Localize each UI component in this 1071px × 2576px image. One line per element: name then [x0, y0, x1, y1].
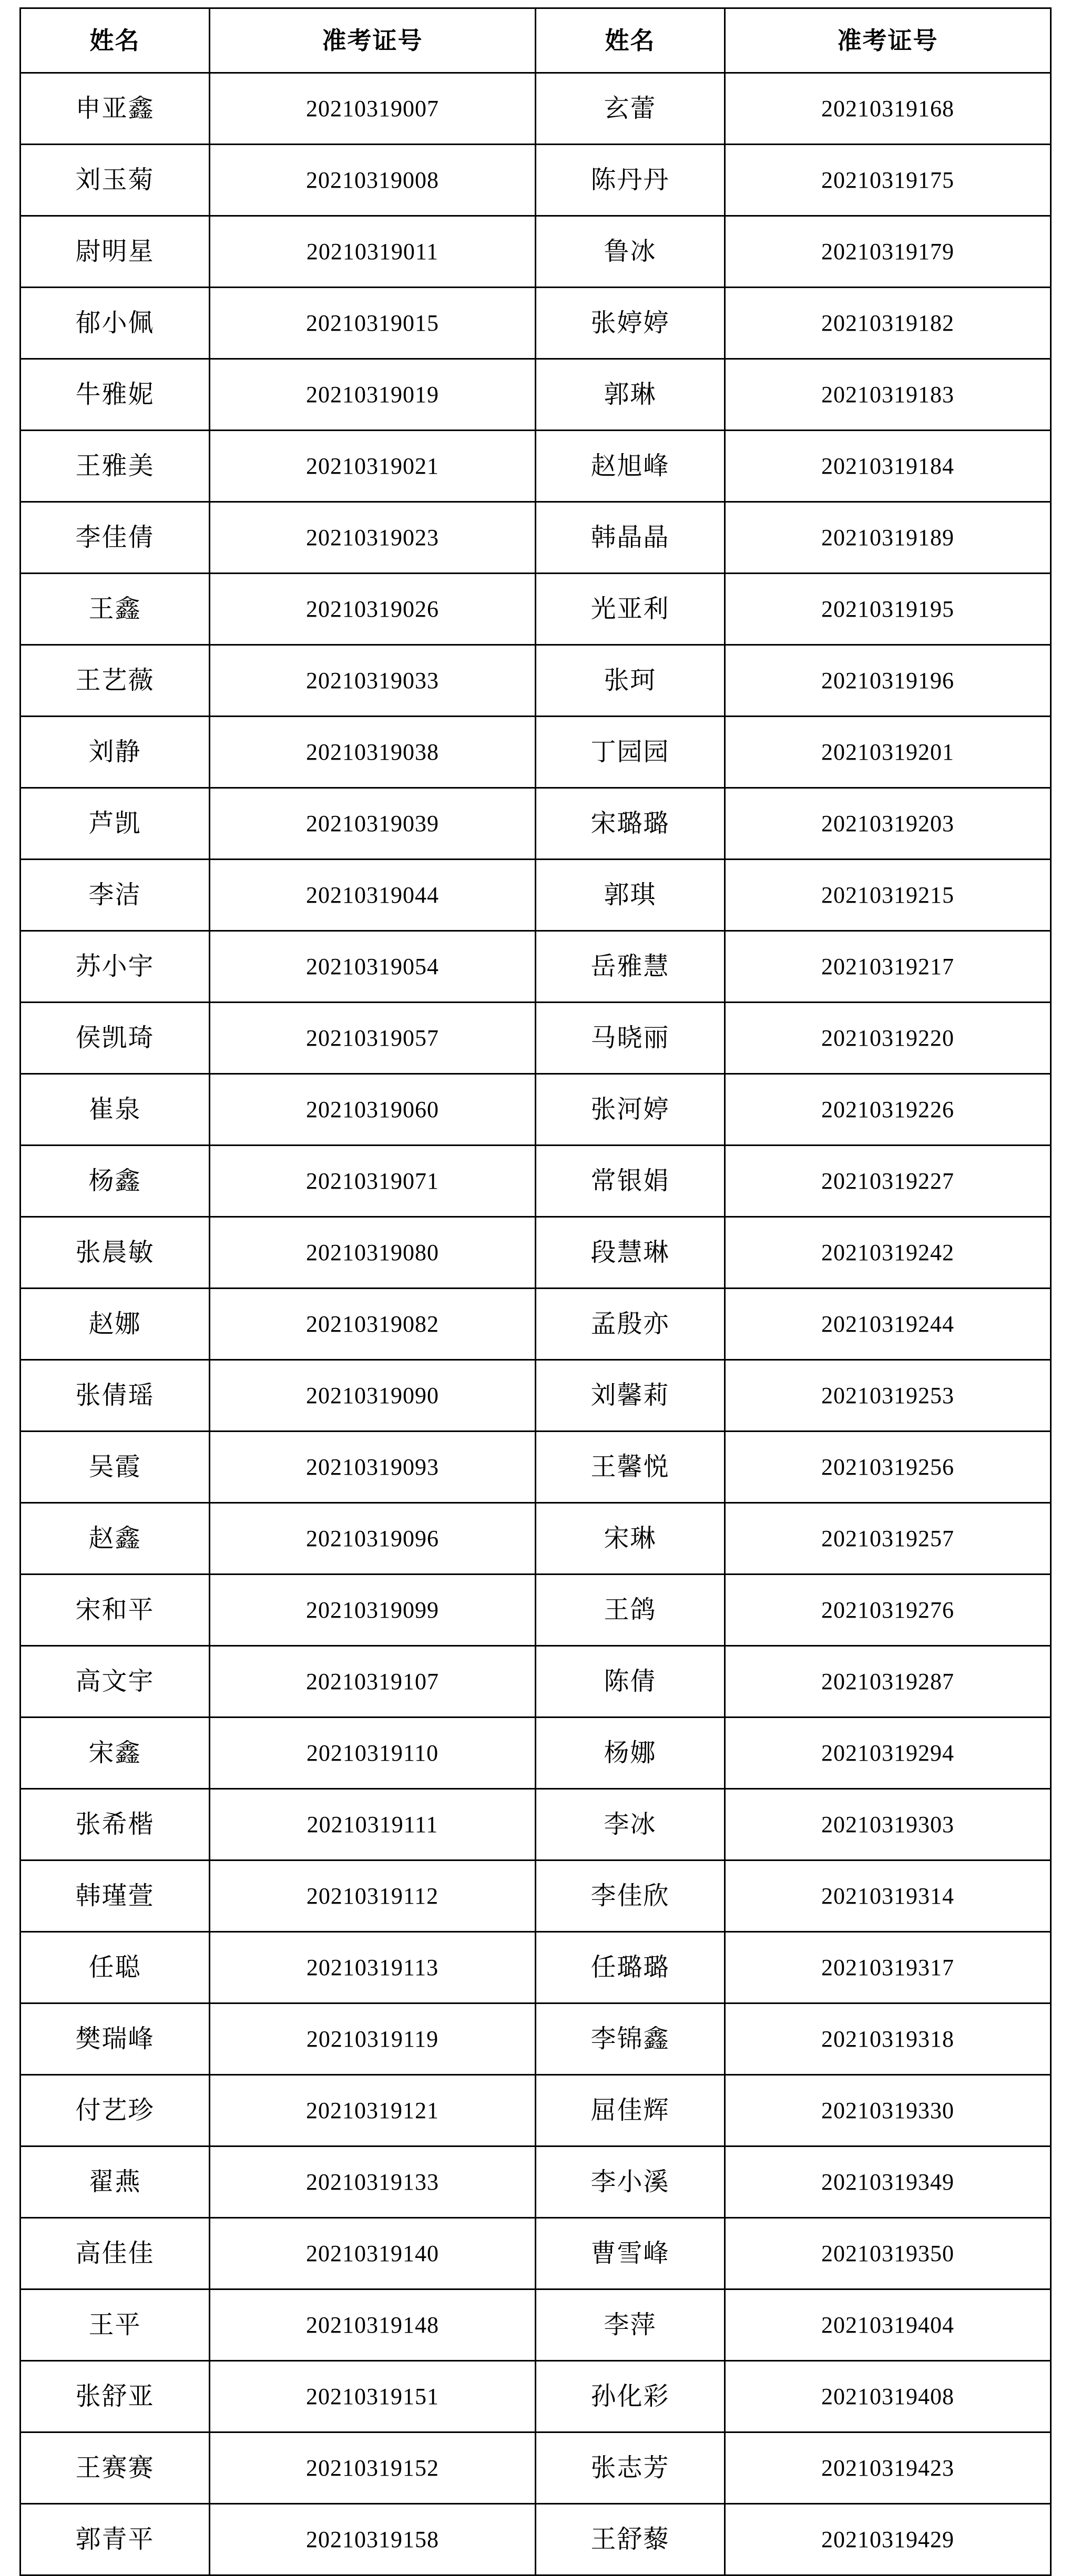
cell-id-left: 20210319060 [210, 1074, 536, 1146]
cell-name-left: 刘静 [21, 717, 210, 788]
cell-id-left: 20210319096 [210, 1503, 536, 1575]
cell-id-left: 20210319007 [210, 73, 536, 145]
table-row [21, 1575, 1051, 1646]
table-row [21, 288, 1051, 359]
cell-id-left: 20210319039 [210, 788, 536, 860]
cell-id-right: 20210319423 [725, 2432, 1051, 2504]
cell-name-right: 李冰 [536, 1789, 725, 1861]
cell-name-left: 张舒亚 [21, 2361, 210, 2432]
cell-name-right: 玄蕾 [536, 73, 725, 145]
table-row [21, 2432, 1051, 2504]
cell-id-right: 20210319217 [725, 931, 1051, 1003]
cell-id-right: 20210319244 [725, 1289, 1051, 1360]
cell-name-right: 赵旭峰 [536, 431, 725, 502]
cell-name-left: 郭青平 [21, 2504, 210, 2575]
cell-id-right: 20210319314 [725, 1861, 1051, 1932]
table-row [21, 1503, 1051, 1575]
table-header [21, 8, 1051, 73]
cell-name-left: 赵娜 [21, 1289, 210, 1360]
cell-id-left: 20210319033 [210, 645, 536, 717]
cell-name-left: 杨鑫 [21, 1146, 210, 1217]
table-row [21, 1932, 1051, 2003]
table-row [21, 2504, 1051, 2575]
cell-id-left: 20210319119 [210, 2003, 536, 2075]
cell-id-left: 20210319110 [210, 1718, 536, 1789]
cell-id-left: 20210319019 [210, 359, 536, 431]
table-row [21, 1861, 1051, 1932]
cell-name-right: 陈丹丹 [536, 145, 725, 216]
cell-name-left: 付艺珍 [21, 2075, 210, 2146]
cell-id-right: 20210319168 [725, 73, 1051, 145]
cell-name-left: 苏小宇 [21, 931, 210, 1003]
table-row [21, 216, 1051, 288]
column-header-name-right: 姓名 [536, 8, 725, 73]
cell-name-left: 高佳佳 [21, 2218, 210, 2289]
table-row [21, 1146, 1051, 1217]
cell-name-left: 申亚鑫 [21, 73, 210, 145]
cell-id-right: 20210319303 [725, 1789, 1051, 1861]
cell-name-left: 崔泉 [21, 1074, 210, 1146]
cell-name-left: 李洁 [21, 860, 210, 931]
cell-name-right: 王鸽 [536, 1575, 725, 1646]
table-row [21, 1432, 1051, 1503]
cell-id-right: 20210319408 [725, 2361, 1051, 2432]
cell-id-left: 20210319026 [210, 574, 536, 645]
cell-name-right: 李萍 [536, 2289, 725, 2361]
cell-name-right: 陈倩 [536, 1646, 725, 1718]
cell-id-left: 20210319082 [210, 1289, 536, 1360]
cell-id-right: 20210319404 [725, 2289, 1051, 2361]
cell-id-left: 20210319071 [210, 1146, 536, 1217]
cell-name-right: 宋璐璐 [536, 788, 725, 860]
cell-name-left: 赵鑫 [21, 1503, 210, 1575]
cell-name-left: 翟燕 [21, 2146, 210, 2218]
table-row [21, 1718, 1051, 1789]
table-row [21, 431, 1051, 502]
cell-id-right: 20210319226 [725, 1074, 1051, 1146]
cell-name-right: 张珂 [536, 645, 725, 717]
cell-id-right: 20210319195 [725, 574, 1051, 645]
cell-name-left: 宋鑫 [21, 1718, 210, 1789]
table-row [21, 645, 1051, 717]
cell-name-right: 岳雅慧 [536, 931, 725, 1003]
candidate-roster-table [19, 7, 1052, 2576]
cell-id-left: 20210319148 [210, 2289, 536, 2361]
cell-id-right: 20210319318 [725, 2003, 1051, 2075]
cell-id-left: 20210319121 [210, 2075, 536, 2146]
document-page [0, 7, 1071, 2576]
cell-name-right: 鲁冰 [536, 216, 725, 288]
cell-id-left: 20210319093 [210, 1432, 536, 1503]
cell-name-left: 张希楷 [21, 1789, 210, 1861]
cell-id-left: 20210319113 [210, 1932, 536, 2003]
cell-id-right: 20210319294 [725, 1718, 1051, 1789]
table-row [21, 1003, 1051, 1074]
cell-name-right: 杨娜 [536, 1718, 725, 1789]
cell-id-right: 20210319184 [725, 431, 1051, 502]
cell-name-right: 李小溪 [536, 2146, 725, 2218]
cell-name-right: 任璐璐 [536, 1932, 725, 2003]
cell-name-right: 张婷婷 [536, 288, 725, 359]
table-row [21, 359, 1051, 431]
cell-id-right: 20210319317 [725, 1932, 1051, 2003]
cell-id-left: 20210319021 [210, 431, 536, 502]
table-row [21, 788, 1051, 860]
table-row [21, 2218, 1051, 2289]
cell-id-right: 20210319349 [725, 2146, 1051, 2218]
cell-id-left: 20210319112 [210, 1861, 536, 1932]
table-row [21, 2146, 1051, 2218]
cell-id-left: 20210319011 [210, 216, 536, 288]
cell-name-right: 曹雪峰 [536, 2218, 725, 2289]
cell-name-left: 牛雅妮 [21, 359, 210, 431]
cell-id-left: 20210319057 [210, 1003, 536, 1074]
cell-name-left: 侯凯琦 [21, 1003, 210, 1074]
table-row [21, 860, 1051, 931]
cell-name-left: 张晨敏 [21, 1217, 210, 1289]
cell-id-left: 20210319140 [210, 2218, 536, 2289]
cell-id-left: 20210319152 [210, 2432, 536, 2504]
cell-name-left: 吴霞 [21, 1432, 210, 1503]
header-row [21, 8, 1051, 73]
cell-name-left: 芦凯 [21, 788, 210, 860]
cell-name-left: 王雅美 [21, 431, 210, 502]
table-body [21, 73, 1051, 2575]
column-header-name-left: 姓名 [21, 8, 210, 73]
table-row [21, 574, 1051, 645]
cell-id-right: 20210319330 [725, 2075, 1051, 2146]
cell-id-left: 20210319099 [210, 1575, 536, 1646]
cell-id-left: 20210319038 [210, 717, 536, 788]
table-row [21, 73, 1051, 145]
cell-name-left: 樊瑞峰 [21, 2003, 210, 2075]
table-row [21, 1646, 1051, 1718]
cell-id-left: 20210319158 [210, 2504, 536, 2575]
cell-name-right: 马晓丽 [536, 1003, 725, 1074]
table-row [21, 2075, 1051, 2146]
cell-id-right: 20210319183 [725, 359, 1051, 431]
cell-name-left: 王赛赛 [21, 2432, 210, 2504]
table-row [21, 1074, 1051, 1146]
cell-name-right: 宋琳 [536, 1503, 725, 1575]
cell-name-left: 郁小佩 [21, 288, 210, 359]
table-row [21, 2289, 1051, 2361]
cell-name-right: 丁园园 [536, 717, 725, 788]
table-row [21, 145, 1051, 216]
cell-name-left: 韩瑾萱 [21, 1861, 210, 1932]
table-row [21, 1360, 1051, 1432]
cell-name-right: 张志芳 [536, 2432, 725, 2504]
cell-name-left: 宋和平 [21, 1575, 210, 1646]
cell-id-left: 20210319054 [210, 931, 536, 1003]
cell-name-left: 尉明星 [21, 216, 210, 288]
cell-name-right: 郭琳 [536, 359, 725, 431]
cell-name-left: 王鑫 [21, 574, 210, 645]
cell-id-left: 20210319015 [210, 288, 536, 359]
cell-id-right: 20210319257 [725, 1503, 1051, 1575]
table-row [21, 931, 1051, 1003]
cell-name-left: 张倩瑶 [21, 1360, 210, 1432]
cell-name-left: 王平 [21, 2289, 210, 2361]
cell-name-right: 光亚利 [536, 574, 725, 645]
cell-name-right: 常银娟 [536, 1146, 725, 1217]
cell-id-right: 20210319189 [725, 502, 1051, 574]
table-row [21, 1217, 1051, 1289]
cell-id-right: 20210319196 [725, 645, 1051, 717]
cell-name-right: 孟殷亦 [536, 1289, 725, 1360]
cell-id-left: 20210319111 [210, 1789, 536, 1861]
cell-id-left: 20210319107 [210, 1646, 536, 1718]
column-header-id-right: 准考证号 [725, 8, 1051, 73]
column-header-id-left: 准考证号 [210, 8, 536, 73]
cell-id-right: 20210319242 [725, 1217, 1051, 1289]
cell-name-left: 任聪 [21, 1932, 210, 2003]
cell-id-right: 20210319227 [725, 1146, 1051, 1217]
cell-id-right: 20210319203 [725, 788, 1051, 860]
table-row [21, 502, 1051, 574]
cell-id-right: 20210319175 [725, 145, 1051, 216]
cell-id-right: 20210319215 [725, 860, 1051, 931]
cell-id-left: 20210319133 [210, 2146, 536, 2218]
cell-id-right: 20210319256 [725, 1432, 1051, 1503]
cell-id-left: 20210319090 [210, 1360, 536, 1432]
cell-name-right: 刘馨莉 [536, 1360, 725, 1432]
cell-name-left: 刘玉菊 [21, 145, 210, 216]
cell-name-right: 李佳欣 [536, 1861, 725, 1932]
cell-name-right: 韩晶晶 [536, 502, 725, 574]
table-row [21, 1289, 1051, 1360]
cell-name-right: 王馨悦 [536, 1432, 725, 1503]
cell-id-right: 20210319182 [725, 288, 1051, 359]
cell-id-right: 20210319253 [725, 1360, 1051, 1432]
cell-id-left: 20210319080 [210, 1217, 536, 1289]
cell-name-left: 王艺薇 [21, 645, 210, 717]
table-row [21, 2003, 1051, 2075]
cell-id-left: 20210319023 [210, 502, 536, 574]
cell-name-right: 屈佳辉 [536, 2075, 725, 2146]
cell-name-right: 郭琪 [536, 860, 725, 931]
table-row [21, 2361, 1051, 2432]
cell-id-right: 20210319201 [725, 717, 1051, 788]
cell-id-right: 20210319287 [725, 1646, 1051, 1718]
table-row [21, 1789, 1051, 1861]
cell-name-right: 李锦鑫 [536, 2003, 725, 2075]
cell-id-right: 20210319179 [725, 216, 1051, 288]
cell-name-left: 李佳倩 [21, 502, 210, 574]
cell-id-right: 20210319220 [725, 1003, 1051, 1074]
table-row [21, 717, 1051, 788]
cell-name-right: 段慧琳 [536, 1217, 725, 1289]
cell-id-right: 20210319429 [725, 2504, 1051, 2575]
cell-id-left: 20210319151 [210, 2361, 536, 2432]
cell-name-right: 王舒藜 [536, 2504, 725, 2575]
cell-id-left: 20210319008 [210, 145, 536, 216]
cell-id-right: 20210319350 [725, 2218, 1051, 2289]
cell-id-right: 20210319276 [725, 1575, 1051, 1646]
cell-name-right: 孙化彩 [536, 2361, 725, 2432]
cell-name-right: 张河婷 [536, 1074, 725, 1146]
cell-id-left: 20210319044 [210, 860, 536, 931]
cell-name-left: 高文宇 [21, 1646, 210, 1718]
